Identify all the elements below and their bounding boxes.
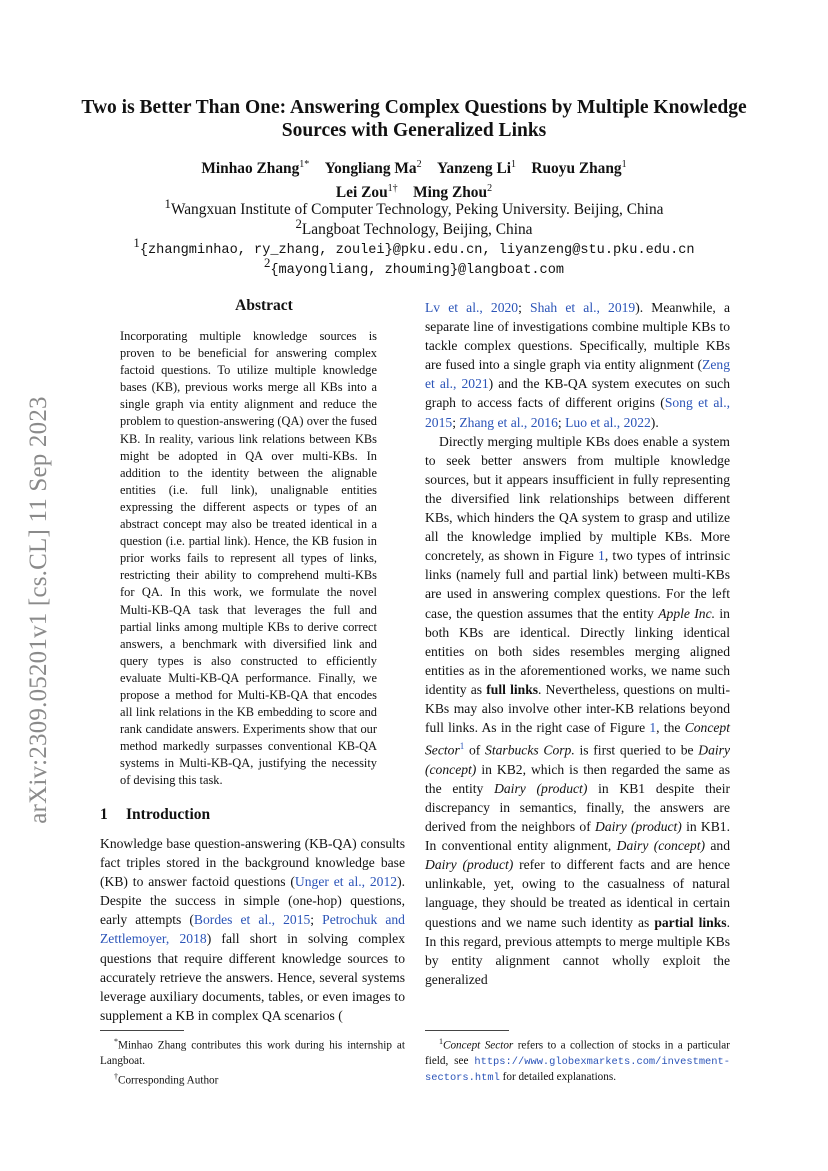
aff-sup: 1 xyxy=(164,197,171,211)
text-run: and xyxy=(705,838,731,854)
citation-link[interactable]: Shah et al., 2019 xyxy=(530,300,636,315)
footnote-1 xyxy=(100,1034,405,1069)
section-heading-introduction xyxy=(100,806,210,824)
author-name: Yongliang Ma xyxy=(324,160,417,178)
text-run: , two types of intrinsic links (namely full and partial link) between multi-KBs are used in answering complex questions. For the left case, the question assumes that the entity xyxy=(425,548,731,621)
text-run: ; xyxy=(518,300,531,315)
author-name: Yanzeng Li xyxy=(437,160,511,178)
email-sup: 2 xyxy=(263,256,271,270)
text-run: ; xyxy=(310,912,323,928)
entity-term: Dairy (product) xyxy=(494,780,588,796)
author-sup: 1* xyxy=(299,159,310,170)
intro-paragraph-1 xyxy=(100,834,405,1025)
text-run: ) and the KB-QA system executes on such graph to access facts of different origins ( xyxy=(425,376,730,411)
footnote-2 xyxy=(100,1069,405,1089)
author-sup: 1† xyxy=(387,183,398,195)
footnote-mark[interactable]: 1 xyxy=(459,741,465,752)
citation-link[interactable]: Song et al., 2015 xyxy=(425,395,730,430)
email-line-2 xyxy=(60,253,768,281)
text-run: . In this regard, previous attempts to merge multiple KBs by entity alignment cannot wholly exploit the generalized xyxy=(425,914,730,987)
email-text: {mayongliang, zhouming}@langboat.com xyxy=(270,263,565,279)
footnote-text: Corresponding Author xyxy=(118,1074,219,1087)
text-run: is first queried to be xyxy=(574,742,699,758)
footnote-url-link[interactable]: https://www.globexmarkets.com/investment-sectors.html xyxy=(425,1055,730,1084)
footnote-text: Minhao Zhang contributes this work during his internship at Langboat. xyxy=(100,1039,405,1067)
author-sup: 1 xyxy=(510,159,516,170)
arxiv-stamp-text: arXiv:2309.05201v1 [cs.CL] 11 Sep 2023 xyxy=(25,396,52,824)
footnote-left xyxy=(100,1034,405,1088)
intro-column-right xyxy=(425,298,730,989)
text-run: Directly merging multiple KBs does enable a system to seek better answers from multiple knowledge sources, but it appears insufficient in fully representing the diversified link relationships between different KBs, which hinders the QA system to grasp and utilize all the knowledge implied by multiple KBs. More concretely, as shown in Figure xyxy=(425,433,730,564)
text-run: . Nevertheless, questions on multi-KBs may also involve other inter-KB relations beyond full links. As in the right case of Figure xyxy=(425,681,730,736)
citation-link[interactable]: Lv et al., 2020 xyxy=(425,300,519,315)
figure-link[interactable]: 1 xyxy=(649,720,657,736)
section-number: 1 xyxy=(100,806,108,823)
author-name: Ming Zhou xyxy=(413,184,488,202)
author-sup: 2 xyxy=(487,183,493,195)
footnote-marker: † xyxy=(114,1071,118,1081)
entity-term: Dairy (concept) xyxy=(425,742,730,777)
text-run: ; xyxy=(452,414,460,430)
footnote-marker: * xyxy=(114,1037,118,1046)
footnote-rule-left xyxy=(100,1030,184,1031)
intro-paragraph-1-cont xyxy=(425,298,730,432)
citation-link[interactable]: Bordes et al., 2015 xyxy=(193,912,311,928)
text-run: refer to different facts and are hence unlinkable, yet, owing to the casualness of natural language, they should be treated as identical in certain questions and we name such identity as xyxy=(425,857,731,930)
author-name: Lei Zou xyxy=(335,184,388,202)
citation-link[interactable]: Zhang et al., 2016 xyxy=(459,414,558,430)
text-run: ). Meanwhile, a separate line of investigations combine multiple KBs to tackle complex questions. Specifically, multiple KBs are fused into a single graph via entity alignment ( xyxy=(425,300,730,373)
entity-term: Dairy (product) xyxy=(425,857,514,873)
intro-paragraph-2 xyxy=(425,432,730,989)
text-run: ) fall short in solving complex questions that require different knowledge sources to accurately retrieve the answers. Hence, several systems leverage auxiliary documents, tables, or even images to supplement a KB in complex QA scenarios ( xyxy=(100,931,405,1023)
author-sup: 2 xyxy=(416,159,422,170)
email-text: {zhangminhao, ry_zhang, zoulei}@pku.edu.cn, liyanzeng@stu.pku.edu.cn xyxy=(139,243,695,259)
author-name: Ruoyu Zhang xyxy=(531,160,622,178)
intro-column-left xyxy=(100,834,405,1025)
author-sup: 1 xyxy=(621,159,627,170)
figure-link[interactable]: 1 xyxy=(598,548,605,564)
citation-link[interactable]: Unger et al., 2012 xyxy=(294,874,398,890)
text-run: in both KBs are identical. Directly linking identical entities on both sides resembles merging aligned entities as in the aforementioned works, we name such identity as xyxy=(425,605,730,697)
abstract-body: Incorporating multiple knowledge sources is proven to be beneficial for answering complex factoid questions. To utilize multiple knowledge bases (KB), previous works merge all KBs into a single graph via entity alignment and reduce the problem to question-answering (QA) over the fused KB. In reality, various link relations between KBs might be adopted in QA over multi-KBs. In addition to the identity between the alignable entities (i.e. full link), unalignable entities expressing the different aspects or types of an abstract concept may also be treated identical in a question (i.e. partial link). Hence, the KB fusion in prior works fails to represent all types of links, restricting their ability to comprehend multi-KBs for QA. In this work, we formulate the novel Multi-KB-QA task that leverages the full and partial links among multiple KBs to derive correct answers, a benchmark with diversified link and query types is also constructed to efficiently evaluate Multi-KB-QA performance. Finally, we propose a method for Multi-KB-QA that encodes all link relations in the KB embedding to score and rank candidate answers. Experiments show that our method markedly surpasses conventional KB-QA systems in Multi-KB-QA, justifying the necessity of devising this task. xyxy=(120,329,377,788)
text-run: ). Despite the success in simple (one-hop) questions, early attempts ( xyxy=(100,874,406,928)
text-run: Knowledge base question-answering (KB-QA) consults fact triples stored in the background knowledge base (KB) to answer factoid questions ( xyxy=(100,836,405,890)
footnote-marker: 1 xyxy=(439,1037,443,1046)
aff-sup: 2 xyxy=(295,217,302,231)
text-run: ; xyxy=(557,414,566,430)
footnote-concept-sector xyxy=(425,1034,730,1086)
abstract-heading: Abstract xyxy=(235,297,293,314)
bold-term: full links xyxy=(486,681,539,697)
footnote-text: refers to a collection of stocks in a particular field, see xyxy=(425,1039,730,1067)
footnote-right xyxy=(425,1034,730,1086)
text-run: , the xyxy=(656,720,685,736)
aff-text: Langboat Technology, Beijing, China xyxy=(301,221,533,239)
citation-link[interactable]: Petrochuk and Zettlemoyer, 2018 xyxy=(100,912,405,947)
paper-title: Two is Better Than One: Answering Complex Questions by Multiple Knowledge Sources with Generalized Links xyxy=(81,97,747,141)
footnote-term: Concept Sector xyxy=(443,1039,514,1052)
author-name: Minhao Zhang xyxy=(201,160,300,178)
text-run: in KB1 despite their discrepancy in semantics, finally, the answers are derived from the neighbors of xyxy=(425,780,730,835)
aff-text: Wangxuan Institute of Computer Technology, Peking University. Beijing, China xyxy=(170,201,664,219)
citation-link[interactable]: Zeng et al., 2021 xyxy=(425,357,730,392)
email-sup: 1 xyxy=(133,236,140,250)
citation-link[interactable]: Luo et al., 2022 xyxy=(565,414,651,430)
text-run: of xyxy=(464,742,486,758)
entity-term: Dairy (concept) xyxy=(616,838,706,854)
author-line-1 xyxy=(60,155,768,179)
entity-term: Dairy (product) xyxy=(595,819,682,835)
section-title: Introduction xyxy=(126,806,211,823)
footnote-text: for detailed explanations. xyxy=(499,1070,617,1083)
entity-term: Starbucks Corp. xyxy=(485,742,575,758)
text-run: ). xyxy=(650,414,659,430)
entity-term: Apple Inc. xyxy=(658,605,716,621)
text-run: in KB1. In conventional entity alignment, xyxy=(425,819,730,854)
footnote-rule-right xyxy=(425,1030,509,1031)
arxiv-stamp xyxy=(14,370,64,850)
text-run: in KB2, which is then regarded the same as the entity xyxy=(425,761,730,796)
entity-term: Concept Sector xyxy=(425,720,730,758)
bold-term: partial links xyxy=(654,914,727,930)
